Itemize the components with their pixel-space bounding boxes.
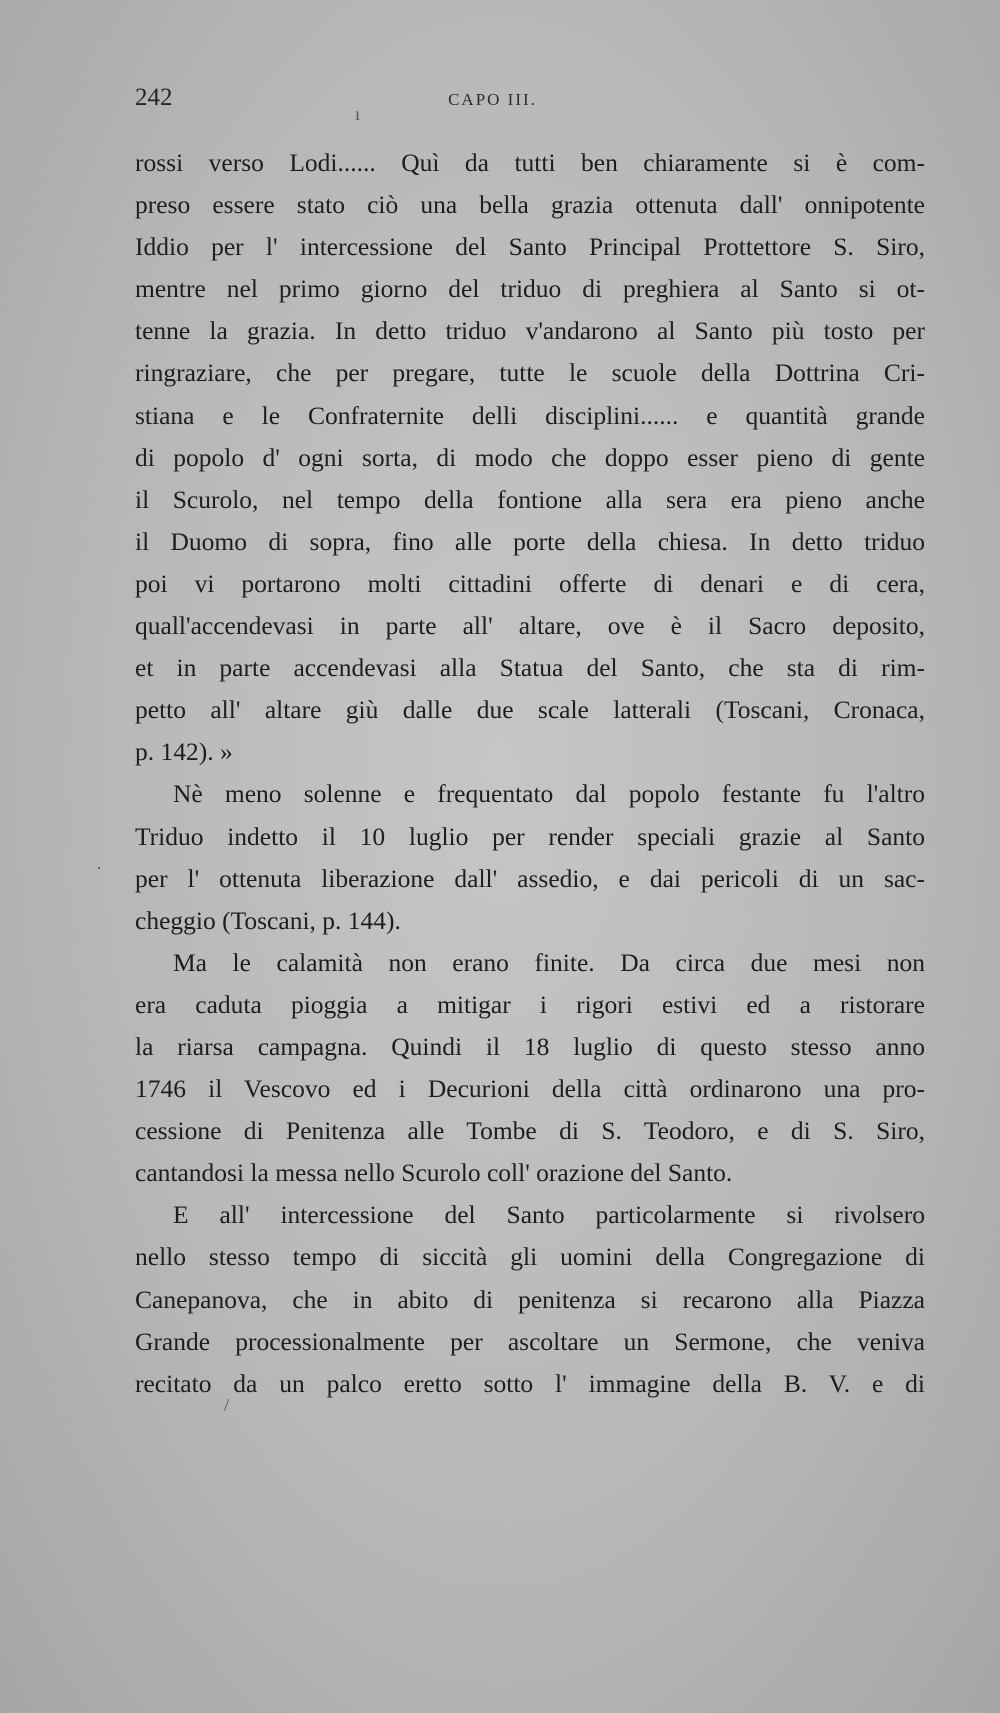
text-line: Canepanova, che in abito di penitenza si recarono alla Piazza [135, 1284, 925, 1314]
text-line: 1746 il Vescovo ed i Decurioni della città ordinarono una pro- [135, 1074, 925, 1104]
text-line: Triduo indetto il 10 luglio per render speciali grazie al Santo [135, 821, 925, 851]
running-head: CAPO III. [448, 90, 537, 109]
text-line: di popolo d' ogni sorta, di modo che doppo esser pieno di gente [135, 442, 925, 472]
text-line: era caduta pioggia a mitigar i rigori estivi ed a ristorare [135, 989, 925, 1019]
text-line: tenne la grazia. In detto triduo v'andarono al Santo più tosto per [135, 316, 925, 346]
text-line: il Duomo di sopra, fino alle porte della chiesa. In detto triduo [135, 526, 925, 556]
text-line: il Scurolo, nel tempo della fontione alla sera era pieno anche [135, 484, 925, 514]
text-line: stiana e le Confraternite delli disciplini...... e quantità grande [135, 400, 925, 430]
page-number: 242 [135, 84, 173, 111]
text-line: E all' intercessione del Santo particolarmente si rivolsero [173, 1200, 925, 1230]
scan-speck: / [224, 1395, 230, 1415]
text-line: rossi verso Lodi...... Quì da tutti ben chiaramente si è com- [135, 148, 925, 177]
text-line: ringraziare, che per pregare, tutte le scuole della Dottrina Cri- [135, 358, 925, 388]
text-line: Ma le calamità non erano finite. Da circa due mesi non [173, 947, 925, 977]
text-line: preso essere stato ciò una bella grazia ottenuta dall' onnipotente [135, 190, 925, 220]
text-line: Grande processionalmente per ascoltare un Sermone, che veniva [135, 1326, 925, 1356]
text-line: cheggio (Toscani, p. 144). [135, 905, 401, 935]
text-line: quall'accendevasi in parte all' altare, ove è il Sacro deposito, [135, 611, 925, 641]
page-header [135, 84, 910, 120]
text-line: per l' ottenuta liberazione dall' assedio, e dai pericoli di un sac- [135, 863, 925, 893]
text-line: cantandosi la messa nello Scurolo coll' orazione del Santo. [135, 1158, 733, 1188]
text-line: petto all' altare giù dalle due scale latterali (Toscani, Cronaca, [135, 695, 925, 725]
scan-speck: · [96, 858, 102, 878]
text-line: mentre nel primo giorno del triduo di preghiera al Santo si ot- [135, 274, 925, 304]
text-line: et in parte accendevasi alla Statua del Santo, che sta di rim- [135, 653, 925, 683]
text-line: Iddio per l' intercessione del Santo Principal Prottettore S. Siro, [135, 232, 925, 262]
text-line: p. 142). » [135, 737, 233, 767]
text-line: poi vi portarono molti cittadini offerte di denari e di cera, [135, 568, 925, 598]
text-line: cessione di Penitenza alle Tombe di S. Teodoro, e di S. Siro, [135, 1116, 925, 1146]
text-line: nello stesso tempo di siccità gli uomini della Congregazione di [135, 1242, 925, 1272]
text-line: la riarsa campagna. Quindi il 18 luglio di questo stesso anno [135, 1031, 925, 1061]
text-line: Nè meno solenne e frequentato dal popolo festante fu l'altro [173, 779, 925, 809]
text-line: recitato da un palco eretto sotto l' immagine della B. V. e di [135, 1368, 925, 1398]
body-text [135, 142, 925, 1405]
scan-speck: ı [355, 104, 361, 124]
